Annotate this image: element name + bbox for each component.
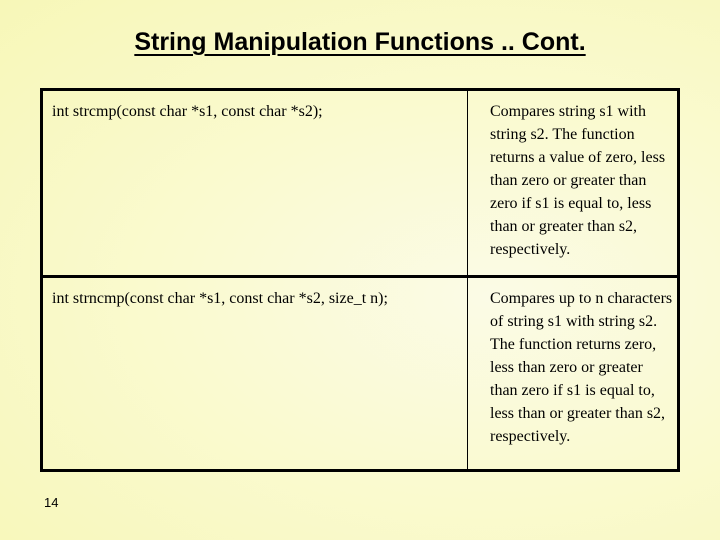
function-description-cell: Compares up to n characters of string s1 with string s2. The function returns zero, less than zero or greater than zero if s1 is equal to, less than or greater than s2, respectively.: [468, 277, 679, 471]
function-signature-cell: int strncmp(const char *s1, const char *s2, size_t n);: [42, 277, 468, 471]
function-signature-cell: int strcmp(const char *s1, const char *s2);: [42, 90, 468, 277]
function-table: [40, 88, 680, 472]
slide-title-text: String Manipulation Functions .. Cont.: [134, 28, 586, 56]
function-description-cell: Compares string s1 with string s2. The function returns a value of zero, less than zero or greater than zero if s1 is equal to, less than or greater than s2, respectively.: [468, 90, 679, 277]
slide-title: [0, 22, 720, 62]
page-number: 14: [44, 495, 59, 510]
table-row: [42, 277, 679, 471]
table-row: [42, 90, 679, 277]
